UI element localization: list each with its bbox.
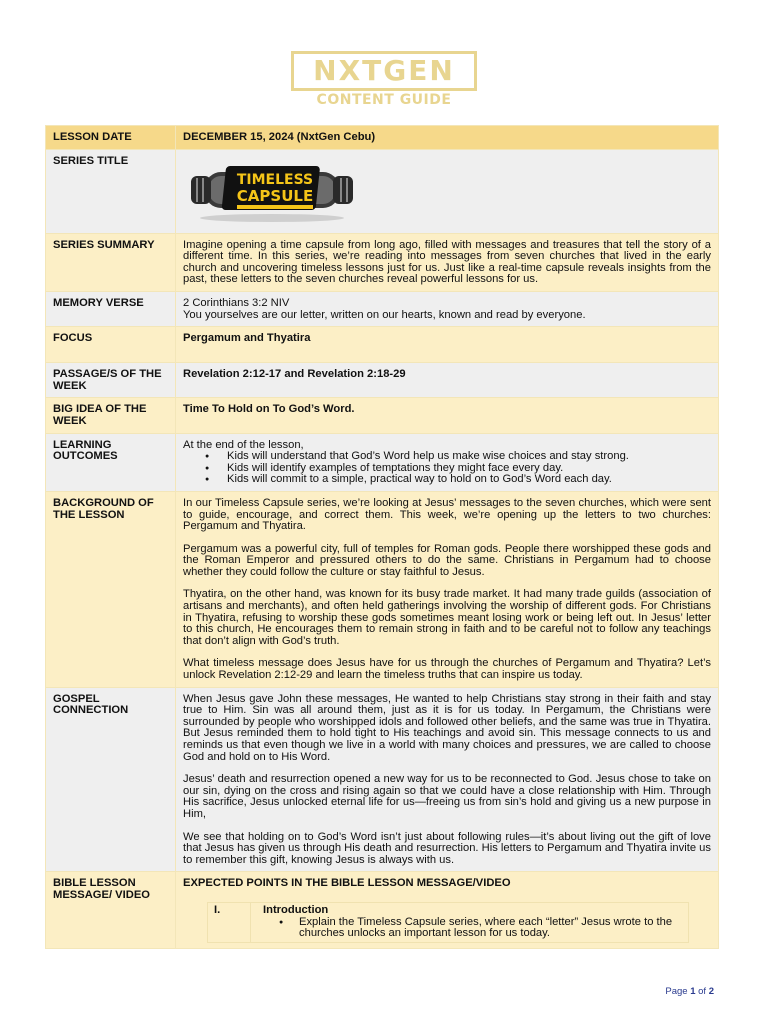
lesson-point-list [263,917,676,940]
logo-subtitle: CONTENT GUIDE [316,92,452,108]
background-paragraph: What timeless message does Jesus have for us through the churches of Pergamum and Thyatira? Let’s unlock Revelation 2:12-29 and learn the timeless truths that can inspire us today. [183,657,711,682]
passage-value: Revelation 2:12-17 and Revelation 2:18-29 [176,363,719,398]
lesson-point-title: Introduction [263,903,329,916]
background-paragraph: In our Timeless Capsule series, we’re looking at Jesus’ messages to the seven churches, which were sent to guide, encourage, and correct them. This week, we’re opening up the letters to two churches: Pergamum and Thyatira. [183,496,711,533]
capsule-logo-word1: TIMELESS [236,171,314,188]
learning-outcome-item: ● Kids will identify examples of temptations they might face every day. [227,463,711,475]
row-focus [46,327,719,363]
memory-verse-label: MEMORY VERSE [46,291,176,326]
memory-verse-value [176,291,719,326]
lesson-point-number: I. [208,903,251,942]
series-title-label: SERIES TITLE [46,149,176,233]
gospel-label: GOSPEL CONNECTION [46,687,176,872]
footer-current-page: 1 [690,986,696,997]
capsule-logo-word2: CAPSULE [236,186,314,205]
gospel-paragraph: We see that holding on to God’s Word isn’t just about following rules—it’s about living out the gift of love that Jesus has given us through His death and resurrection. His letters to Pergamum and Thyatira invite us to remember this gift, knowing Jesus is always with us. [183,830,711,866]
big-idea-label: BIG IDEA OF THE WEEK [46,398,176,433]
learning-outcomes-list [183,451,711,486]
lesson-point-item: ● Explain the Timeless Capsule series, where each “letter” Jesus wrote to the churches unlocks an important lesson for us today. [299,917,676,940]
logo-box [291,51,477,91]
background-paragraph: Pergamum was a powerful city, full of temples for Roman gods. People there worshipped these gods and the Roman Emperor and pressured others to do the same. Christians in Pergamum had to choose whether they could follow the culture or stay faithful to Jesus. [183,542,711,578]
footer-total-pages: 2 [708,986,714,997]
content-guide-table [45,125,719,949]
big-idea-value: Time To Hold on To God’s Word. [176,398,719,433]
row-passage [46,363,719,398]
learning-outcome-item: ● Kids will understand that God’s Word help us make wise choices and stay strong. [227,451,711,463]
memory-verse-ref: 2 Corinthians 3:2 NIV [183,296,290,309]
footer-page-word: Page [665,986,688,997]
learning-outcomes-label: LEARNING OUTCOMES [46,433,176,491]
background-paragraph: Thyatira, on the other hand, was known for its busy trade market. It had many trade guilds (association of artisans and merchants), and often held gatherings involving the worship of different gods. For Christians in Thyatira, refusing to worship these gods sometimes meant losing work or being left out. In Jesus’ letter to this church, He encourages them to remain strong in faith and to be careful not to follow any teachings that don’t align with God’s truth. [183,588,711,647]
series-summary-label: SERIES SUMMARY [46,233,176,291]
lesson-point-content [251,903,688,942]
logo-title: NXTGEN [313,54,455,87]
bible-lesson-value [176,872,719,948]
learning-outcomes-value [176,433,719,491]
gospel-paragraph: Jesus’ death and resurrection opened a new way for us to be reconnected to God. Jesus chose to take on our sin, dying on the cross and rising again so that we could have a close relationship with Him. Through His sacrifice, Jesus unlocked eternal life for us—freeing us from sin’s hold and giving us a new purpose in Him, [183,773,711,820]
page-footer [665,986,714,997]
focus-value: Pergamum and Thyatira [176,327,719,363]
row-background [46,491,719,687]
row-series-title [46,149,719,233]
learning-outcomes-intro: At the end of the lesson, [183,438,304,451]
learning-outcome-item: ● Kids will commit to a simple, practical way to hold on to God’s Word each day. [227,474,711,486]
lesson-point-box [207,902,689,943]
series-summary-text: Imagine opening a time capsule from long ago, filled with messages and treasures that tell the story of a different time. In this series, we’re reading into messages from seven churches that lived in the early church and uncovering timeless lessons just for us. Just like a real-time capsule reveals insights from the past, these letters to the seven churches reveal powerful lessons for us. [176,233,719,291]
passage-label: PASSAGE/S OF THE WEEK [46,363,176,398]
bible-lesson-label: BIBLE LESSON MESSAGE/ VIDEO [46,872,176,948]
row-learning-outcomes [46,433,719,491]
series-title-value [176,149,719,233]
lesson-date-value: DECEMBER 15, 2024 (NxtGen Cebu) [176,126,719,150]
background-label: BACKGROUND OF THE LESSON [46,491,176,687]
memory-verse-text: You yourselves are our letter, written on our hearts, known and read by everyone. [183,308,586,321]
row-lesson-date [46,126,719,150]
bible-lesson-heading: EXPECTED POINTS IN THE BIBLE LESSON MESSAGE/VIDEO [183,877,511,890]
row-big-idea [46,398,719,433]
focus-label: FOCUS [46,327,176,363]
background-value [176,491,719,687]
row-gospel-connection [46,687,719,872]
row-memory-verse [46,291,719,326]
lesson-date-label: LESSON DATE [46,126,176,150]
row-series-summary [46,233,719,291]
gospel-value [176,687,719,872]
nxtgen-logo [291,51,477,109]
footer-of-word: of [698,986,707,997]
row-bible-lesson [46,872,719,948]
gospel-paragraph: When Jesus gave John these messages, He wanted to help Christians stay strong in their faith and stay true to Him. Sin was all around them, just as it is for us today. In Pergamum, the Christians were surrounded by people who worshipped idols and followed other beliefs, and the same was true in Thyatira. But Jesus reminded them to hold tight to His teachings and avoid sin. This message connects to us and reminds us that even though we live in a world with many choices and pressures, we are called to choose God and hold on to His Word. [183,692,711,763]
timeless-capsule-logo [187,158,357,224]
